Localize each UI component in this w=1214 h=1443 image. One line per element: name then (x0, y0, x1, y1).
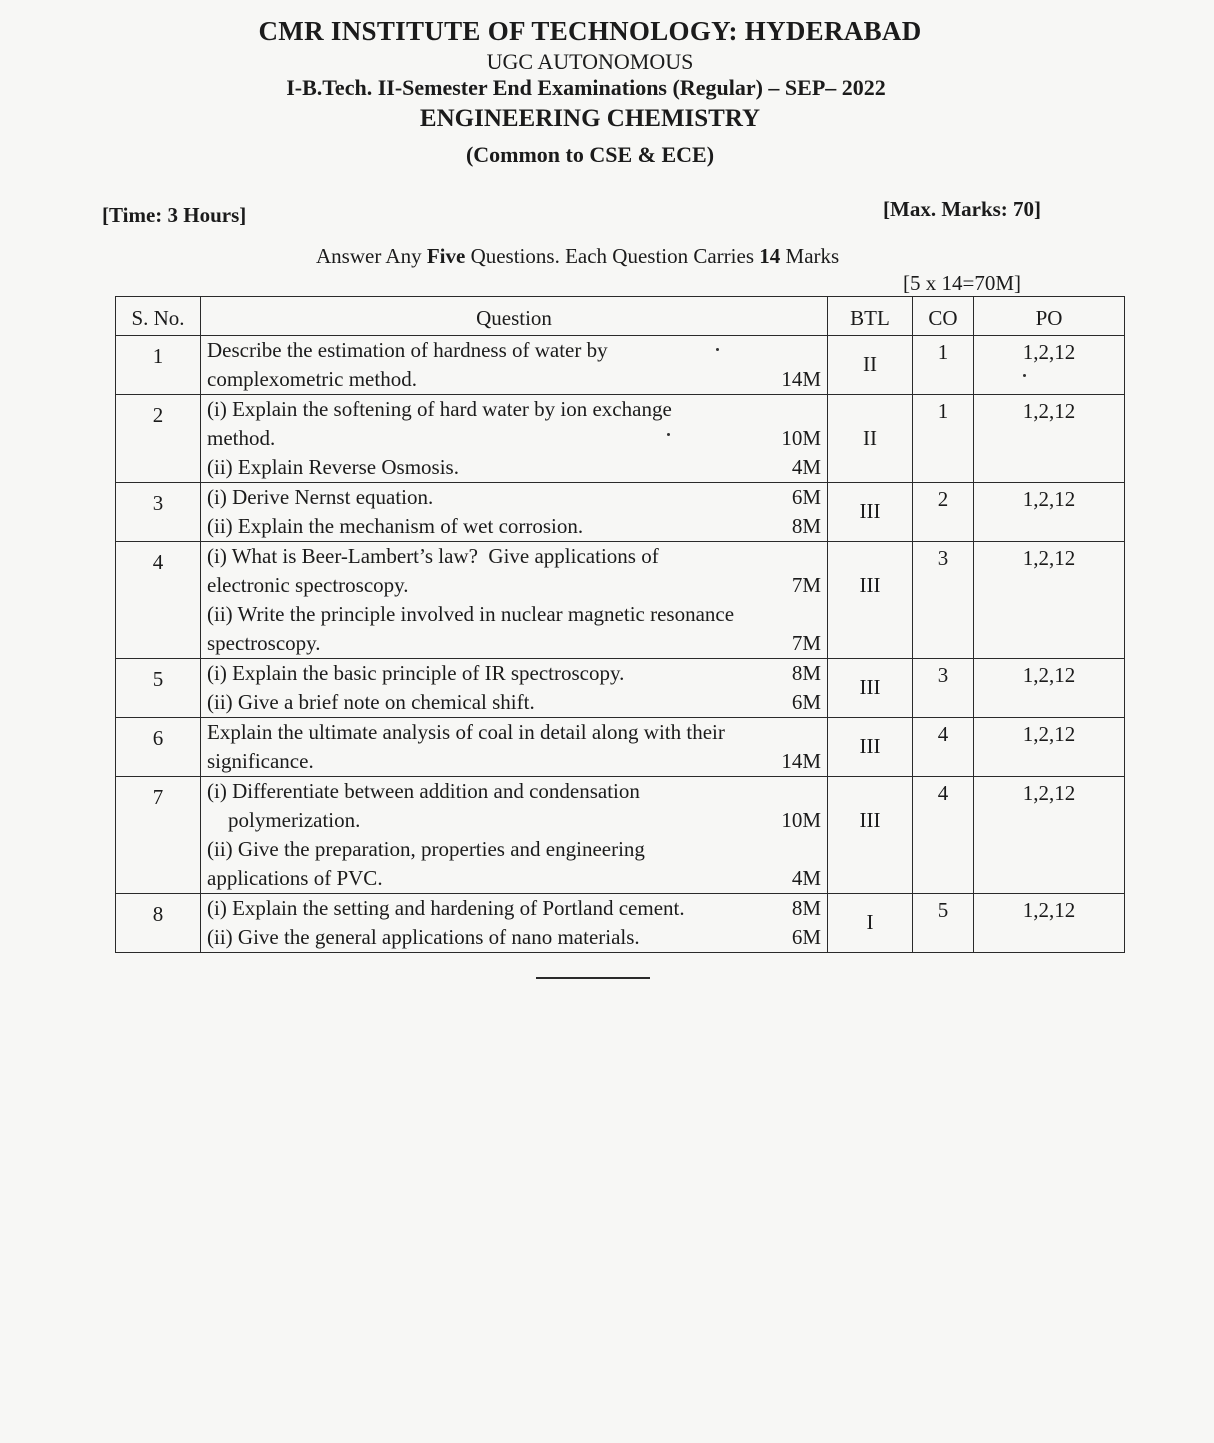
question-number (116, 777, 201, 894)
question-line-text: significance. (207, 749, 314, 773)
marks-scheme: [5 x 14=70M] (903, 271, 1022, 295)
question-line (207, 777, 821, 806)
table-row (116, 718, 1125, 777)
co-value: 4 (937, 722, 949, 746)
question-marks: 14M (781, 367, 821, 391)
question-number-text: 3 (152, 491, 164, 515)
question-marks: 10M (781, 808, 821, 832)
question-text-cell (201, 395, 828, 483)
question-marks (771, 835, 821, 864)
question-line-text: Explain the ultimate analysis of coal in detail along with their (207, 720, 725, 744)
table-row (116, 336, 1125, 395)
question-marks: 4M (791, 866, 821, 890)
question-number-text: 1 (152, 344, 164, 368)
co-value: 1 (937, 399, 949, 423)
question-marks: 7M (791, 573, 821, 597)
question-line (207, 600, 821, 629)
question-line (207, 629, 821, 658)
po-value: 1,2,12 (1022, 781, 1076, 805)
question-marks: 6M (791, 485, 821, 509)
question-number (116, 395, 201, 483)
question-marks: 10M (781, 426, 821, 450)
header-co: CO (913, 297, 974, 336)
question-number-text: 2 (152, 403, 164, 427)
btl-value: III (859, 808, 881, 832)
question-marks: 8M (791, 514, 821, 538)
program-outcome (974, 718, 1125, 777)
question-number-text: 5 (152, 667, 164, 691)
btl-level (828, 894, 913, 953)
co-value: 1 (937, 340, 949, 364)
question-number (116, 894, 201, 953)
instructions (316, 244, 839, 269)
table-row (116, 395, 1125, 483)
course-outcome (913, 542, 974, 659)
question-line-text: (i) Derive Nernst equation. (207, 485, 434, 509)
btl-value: III (859, 675, 881, 699)
btl-value: III (859, 734, 881, 758)
question-line-text: polymerization. (207, 808, 361, 832)
question-line-text: complexometric method. (207, 367, 417, 391)
question-text-cell (201, 894, 828, 953)
co-value: 3 (937, 663, 949, 687)
question-text-cell (201, 777, 828, 894)
program-outcome (974, 894, 1125, 953)
header-btl: BTL (828, 297, 913, 336)
course-outcome (913, 718, 974, 777)
question-line-text: (ii) Explain Reverse Osmosis. (207, 455, 459, 479)
question-marks (771, 336, 821, 365)
po-value: 1,2,12 (1022, 898, 1076, 922)
question-number-text: 4 (152, 550, 164, 574)
question-line (207, 336, 821, 365)
speck (667, 433, 670, 436)
question-line (207, 395, 821, 424)
table-row (116, 542, 1125, 659)
program-outcome (974, 336, 1125, 395)
question-marks: 8M (791, 661, 821, 685)
subject-title: ENGINEERING CHEMISTRY (419, 105, 761, 132)
question-line (207, 512, 821, 541)
question-line-text: spectroscopy. (207, 631, 321, 655)
instruction-bold: Five (426, 244, 466, 268)
exam-title: I-B.Tech. II-Semester End Examinations (Regular) – SEP– 2022 (286, 75, 886, 100)
question-marks (771, 777, 821, 806)
question-line (207, 453, 821, 482)
course-outcome (913, 777, 974, 894)
question-line (207, 483, 821, 512)
course-outcome (913, 336, 974, 395)
btl-value: I (866, 910, 874, 934)
course-outcome (913, 894, 974, 953)
question-line-text: Describe the estimation of hardness of water by (207, 338, 608, 362)
question-line-text: (i) Explain the basic principle of IR spectroscopy. (207, 661, 625, 685)
question-number-text: 6 (152, 726, 164, 750)
question-number (116, 718, 201, 777)
header-po: PO (974, 297, 1125, 336)
instruction-mid: Questions. Each Question Carries (465, 244, 760, 268)
po-value: 1,2,12 (1022, 546, 1076, 570)
question-line (207, 806, 821, 835)
po-value: 1,2,12 (1022, 340, 1076, 364)
co-value: 4 (937, 781, 949, 805)
btl-level (828, 542, 913, 659)
question-marks (771, 395, 821, 424)
question-line-text: (i) Explain the setting and hardening of Portland cement. (207, 896, 685, 920)
question-line (207, 835, 821, 864)
question-number (116, 659, 201, 718)
btl-level (828, 483, 913, 542)
question-line-text: method. (207, 426, 276, 450)
table-row (116, 659, 1125, 718)
max-marks: [Max. Marks: 70] (883, 197, 1042, 221)
po-value: 1,2,12 (1022, 722, 1076, 746)
question-line-text: electronic spectroscopy. (207, 573, 409, 597)
question-marks: 6M (791, 690, 821, 714)
question-line (207, 571, 821, 600)
btl-value: III (859, 573, 881, 597)
btl-level (828, 718, 913, 777)
question-marks: 8M (791, 896, 821, 920)
co-value: 5 (937, 898, 949, 922)
question-line (207, 894, 821, 923)
question-line (207, 688, 821, 717)
question-line (207, 718, 821, 747)
question-marks (771, 542, 821, 571)
question-number-text: 8 (152, 902, 164, 926)
question-line (207, 365, 821, 394)
question-table (115, 296, 1125, 953)
exam-duration: [Time: 3 Hours] (102, 203, 247, 227)
question-line-text: (i) What is Beer-Lambert’s law? Give applications of (207, 544, 659, 568)
instruction-bold-count: 14 (759, 244, 781, 268)
question-text-cell (201, 483, 828, 542)
table-header-row (116, 297, 1125, 336)
question-line-text: (i) Explain the softening of hard water by ion exchange (207, 397, 672, 421)
question-line (207, 424, 821, 453)
co-value: 3 (937, 546, 949, 570)
po-value: 1,2,12 (1022, 487, 1076, 511)
question-number (116, 542, 201, 659)
table-row (116, 894, 1125, 953)
question-number (116, 336, 201, 395)
question-text-cell (201, 336, 828, 395)
course-outcome (913, 483, 974, 542)
btl-level (828, 777, 913, 894)
common-branches: (Common to CSE & ECE) (465, 142, 715, 167)
question-marks: 7M (791, 631, 821, 655)
table-row (116, 777, 1125, 894)
question-line (207, 923, 821, 952)
question-text-cell (201, 718, 828, 777)
question-rows (116, 336, 1125, 953)
header-question: Question (201, 297, 828, 336)
question-line-text: applications of PVC. (207, 866, 383, 890)
question-text-cell (201, 659, 828, 718)
speck (1023, 374, 1026, 377)
btl-value: III (859, 499, 881, 523)
question-line-text: (ii) Explain the mechanism of wet corrosion. (207, 514, 584, 538)
program-outcome (974, 395, 1125, 483)
course-outcome (913, 395, 974, 483)
btl-level (828, 395, 913, 483)
program-outcome (974, 542, 1125, 659)
question-line-text: (ii) Write the principle involved in nuclear magnetic resonance (207, 602, 735, 626)
question-marks (771, 718, 821, 747)
question-marks (771, 600, 821, 629)
question-text-cell (201, 542, 828, 659)
btl-level (828, 336, 913, 395)
question-line (207, 864, 821, 893)
autonomous-status: UGC AUTONOMOUS (486, 49, 694, 74)
question-line (207, 659, 821, 688)
question-number (116, 483, 201, 542)
header-sno: S. No. (116, 297, 201, 336)
instruction-pre: Answer Any (316, 244, 427, 268)
question-marks: 4M (791, 455, 821, 479)
question-line (207, 747, 821, 776)
question-number-text: 7 (152, 785, 164, 809)
end-rule (536, 977, 650, 979)
question-marks: 14M (781, 749, 821, 773)
question-marks: 6M (791, 925, 821, 949)
question-line (207, 542, 821, 571)
btl-value: II (863, 426, 877, 450)
question-line-text: (ii) Give the general applications of nano materials. (207, 925, 640, 949)
btl-value: II (863, 352, 877, 376)
btl-level (828, 659, 913, 718)
question-line-text: (i) Differentiate between addition and condensation (207, 779, 640, 803)
table-row (116, 483, 1125, 542)
speck (716, 348, 719, 351)
program-outcome (974, 483, 1125, 542)
course-outcome (913, 659, 974, 718)
question-line-text: (ii) Give the preparation, properties and engineering (207, 837, 645, 861)
program-outcome (974, 659, 1125, 718)
program-outcome (974, 777, 1125, 894)
institute-name: CMR INSTITUTE OF TECHNOLOGY: HYDERABAD (258, 16, 922, 46)
co-value: 2 (937, 487, 949, 511)
po-value: 1,2,12 (1022, 663, 1076, 687)
question-line-text: (ii) Give a brief note on chemical shift. (207, 690, 535, 714)
instruction-post: Marks (780, 244, 840, 268)
po-value: 1,2,12 (1022, 399, 1076, 423)
